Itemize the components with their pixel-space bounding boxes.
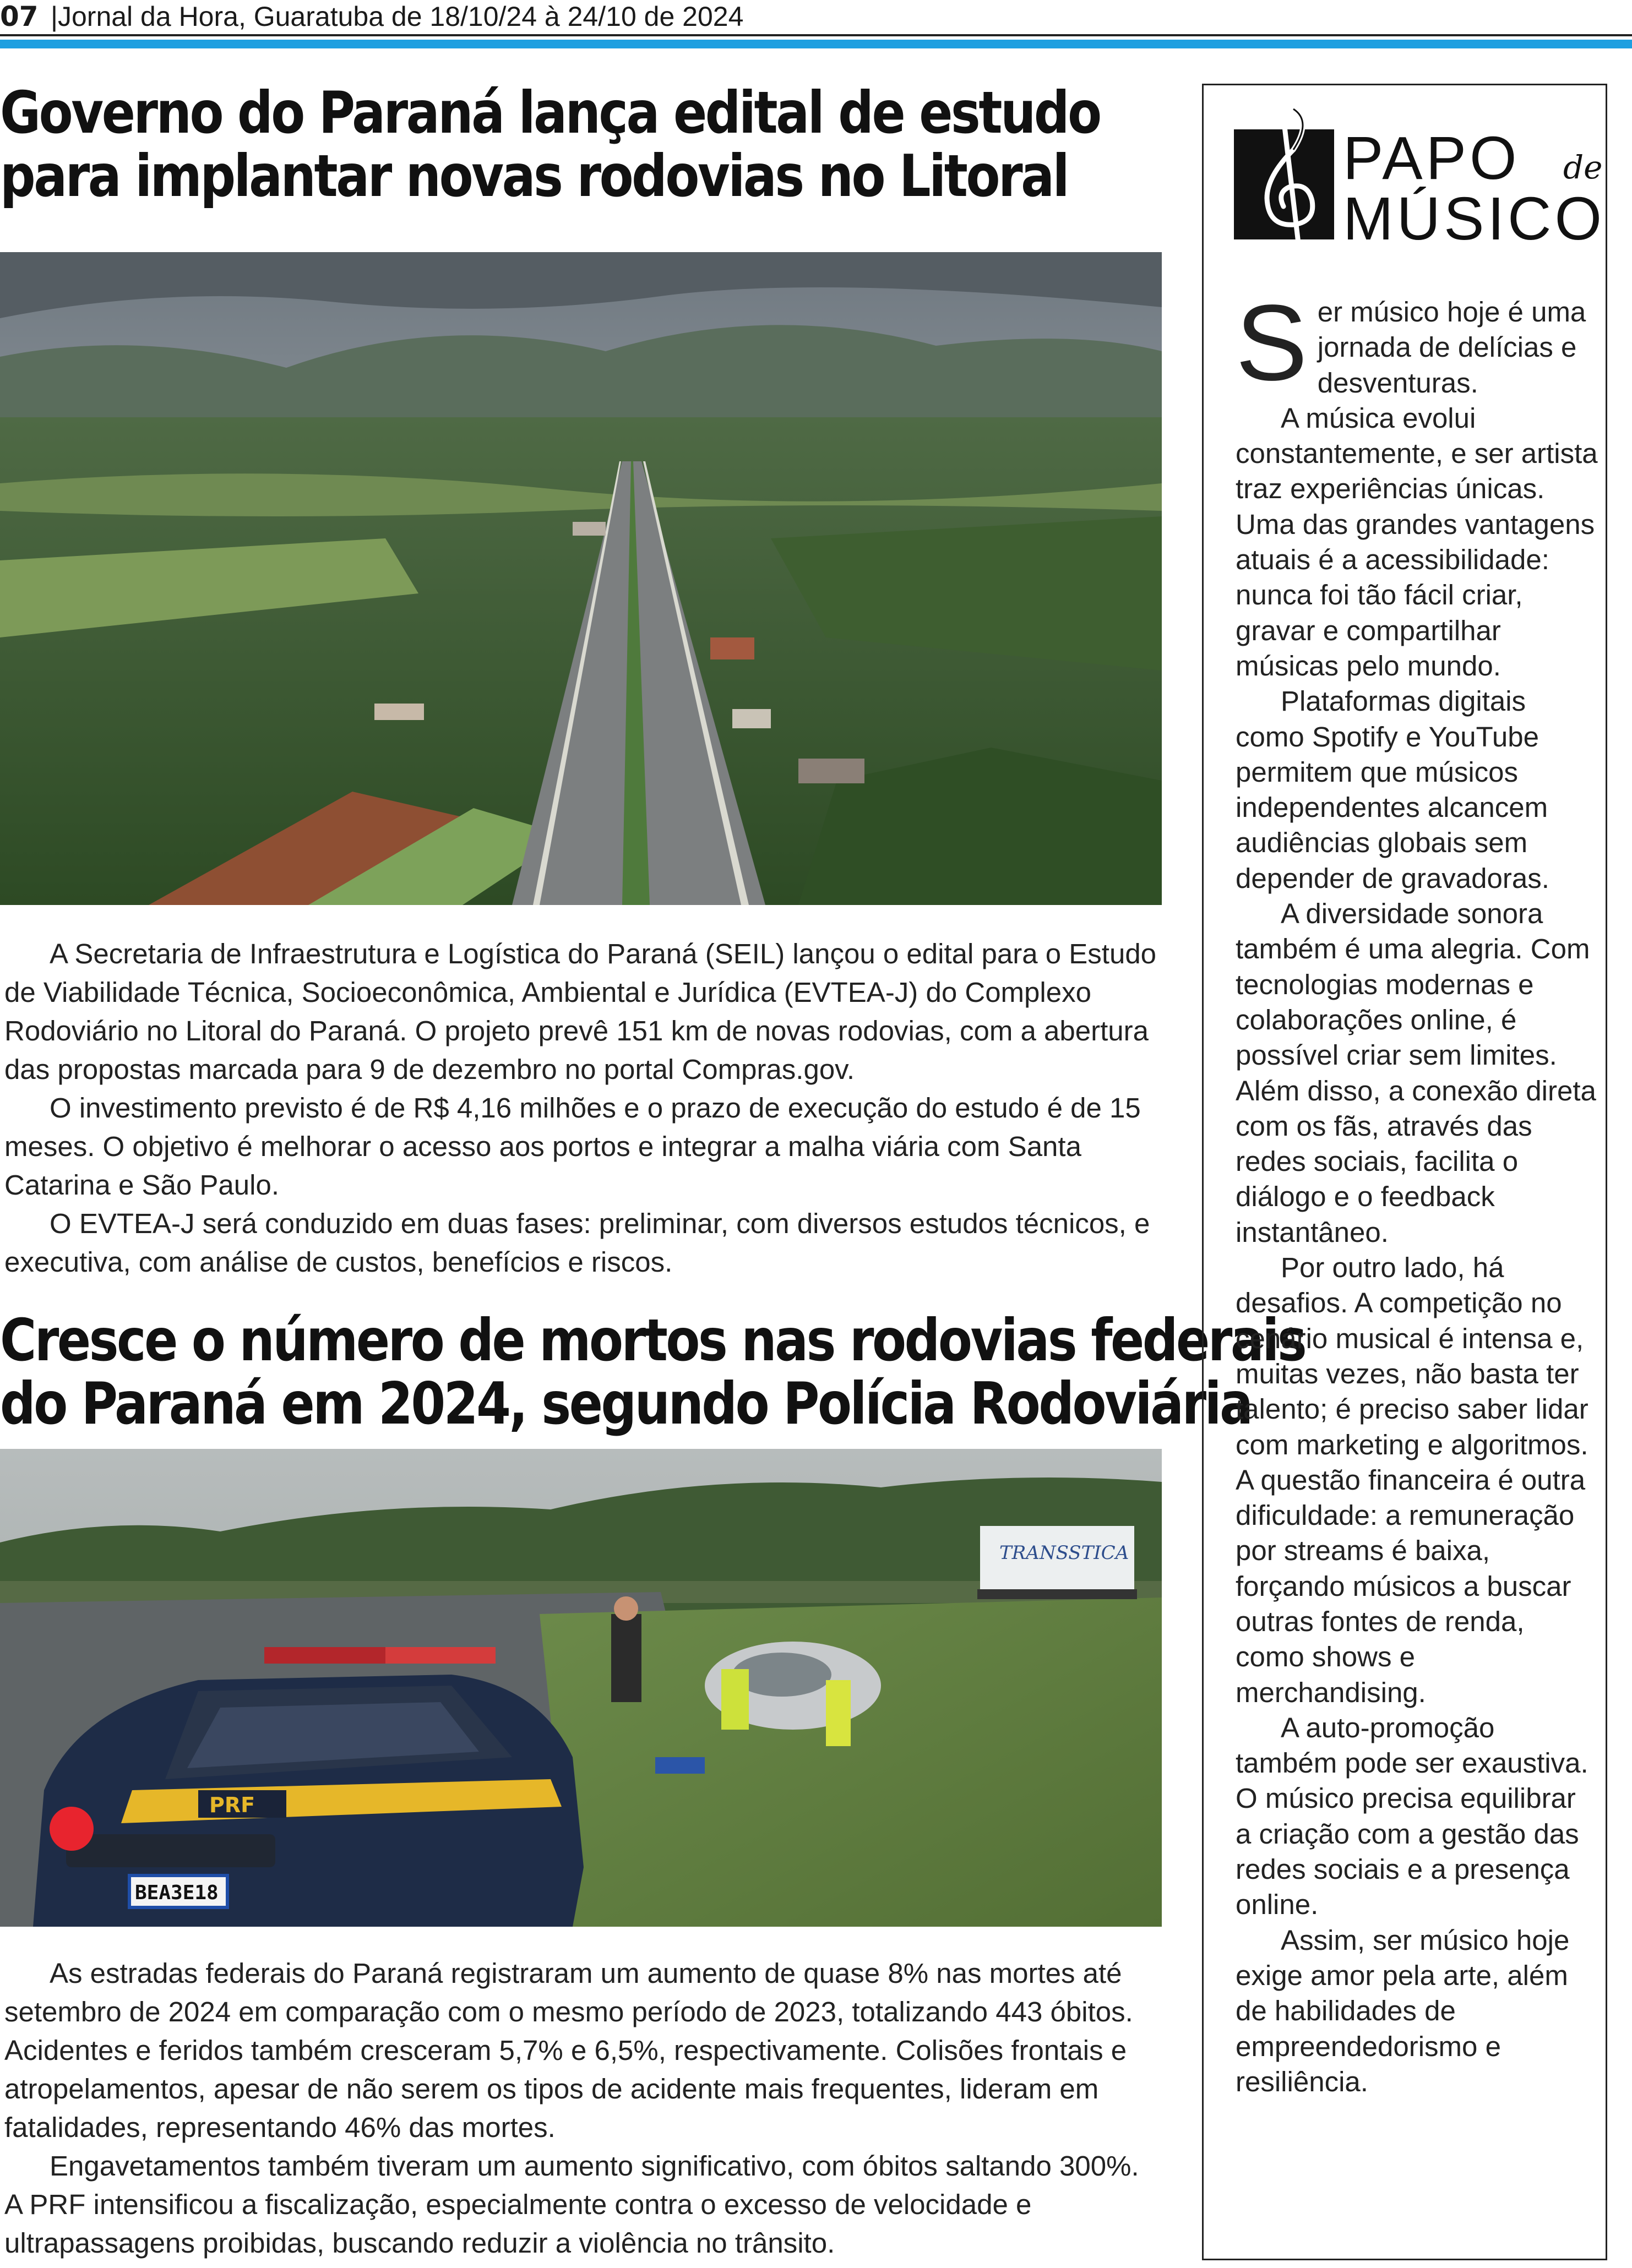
article1-headline-line1: Governo do Paraná lança edital de estudo	[0, 79, 1100, 146]
logo-word-de: de	[1563, 149, 1603, 186]
column-paragraph: A diversidade sonora também é uma alegria. Com tecnologias modernas e colaborações online, é possível criar sem limites. Além disso, a conexão direta com os fãs, através das redes sociais, facilita o diálogo e o feedback instantâneo.	[1236, 898, 1596, 1248]
column-paragraph: Assim, ser músico hoje exige amor pela arte, além de habilidades de empreendedorismo e resiliência.	[1236, 1924, 1570, 2097]
papo-de-musico-column	[1202, 84, 1607, 2260]
page-number: 07	[0, 1, 39, 32]
column-first-paragraph	[1236, 282, 1599, 403]
page-header	[0, 0, 1632, 50]
article1-body	[4, 935, 1162, 1282]
article2-paragraph: Engavetamentos também tiveram um aumento significativo, com óbitos saltando 300%. A PRF intensificou a fiscalização, especialmente contra o excesso de velocidade e ultrapassagens proibidas, buscando reduzir a violência no trânsito.	[4, 2150, 1139, 2259]
column-logo	[1234, 96, 1608, 261]
article1-headline	[0, 81, 1100, 208]
article2-headline	[0, 1309, 1305, 1436]
article1-paragraph: A Secretaria de Infraestrutura e Logística do Paraná (SEIL) lançou o edital para o Estudo de Viabilidade Técnica, Socioeconômica, Ambiental e Jurídica (EVTEA-J) do Complexo Rodoviário no Litoral do Paraná. O projeto prevê 151 km de novas rodovias, com a abertura das propostas marcada para 9 de dezembro no portal Compras.gov.	[4, 938, 1157, 1085]
logo-word-papo: PAPO	[1343, 124, 1520, 192]
publication-line: |Jornal da Hora, Guaratuba de 18/10/24 à 24/10 de 2024	[51, 1, 744, 32]
column-text	[1236, 282, 1599, 2100]
column-paragraph: Por outro lado, há desafios. A competição no cenário musical é intensa e, muitas vezes, não basta ter talento; é preciso saber lidar com marketing e algoritmos. A questão financeira é outra dificuldade: a remuneração por streams é baixa, forçando músicos a buscar outras fontes de renda, como shows e merchandising.	[1236, 1252, 1589, 1708]
article2-headline-line2: do Paraná em 2024, segundo Polícia Rodoviária	[0, 1370, 1252, 1437]
article2-paragraph: As estradas federais do Paraná registraram um aumento de quase 8% nas mortes até setembro de 2024 em comparação com o mesmo período de 2023, totalizando 443 óbitos. Acidentes e feridos também cresceram 5,7% e 6,5%, respectivamente. Colisões frontais e atropelamentos, apesar de não serem os tipos de acidente mais frequentes, lideram em fatalidades, representando 46% das mortes.	[4, 1958, 1133, 2143]
license-plate: BEA3E18	[135, 1882, 219, 1904]
logo-word-musico: MÚSICO	[1343, 185, 1605, 253]
column-paragraph: A música evolui constantemente, e ser artista traz experiências únicas. Uma das grandes vantagens atuais é a acessibilidade: nunca foi tão fácil criar, gravar e compartilhar músicas pelo mundo.	[1236, 402, 1598, 682]
truck-label: TRANSSTICA	[999, 1542, 1129, 1564]
treble-clef-icon	[1250, 99, 1328, 259]
article1-headline-line2: para implantar novas rodovias no Litoral	[0, 143, 1068, 210]
highway-aerial-photo	[0, 252, 1162, 905]
header-blue-bar	[0, 40, 1632, 48]
article1-paragraph: O EVTEA-J será conduzido em duas fases: preliminar, com diversos estudos técnicos, e executiva, com análise de custos, benefícios e riscos.	[4, 1208, 1150, 1278]
header-rule	[0, 34, 1632, 36]
article1-paragraph: O investimento previsto é de R$ 4,16 milhões e o prazo de execução do estudo é de 15 meses. O objetivo é melhorar o acesso aos portos e integrar a malha viária com Santa Catarina e São Paulo.	[4, 1092, 1141, 1201]
column-first-paragraph-text: er músico hoje é uma jornada de delícias e desventuras.	[1317, 296, 1586, 399]
article2-headline-line1: Cresce o número de mortos nas rodovias federais	[0, 1307, 1305, 1374]
accident-scene-photo	[0, 1449, 1162, 1927]
article2-body	[4, 1954, 1162, 2262]
column-paragraph: Plataformas digitais como Spotify e YouTube permitem que músicos independentes alcancem audiências globais sem depender de gravadoras.	[1236, 685, 1549, 894]
drop-cap: S	[1236, 282, 1308, 403]
column-paragraph: A auto-promoção também pode ser exaustiva. O músico precisa equilibrar a criação com a gestão das redes sociais e a presença online.	[1236, 1711, 1589, 1921]
car-label: PRF	[209, 1793, 255, 1817]
